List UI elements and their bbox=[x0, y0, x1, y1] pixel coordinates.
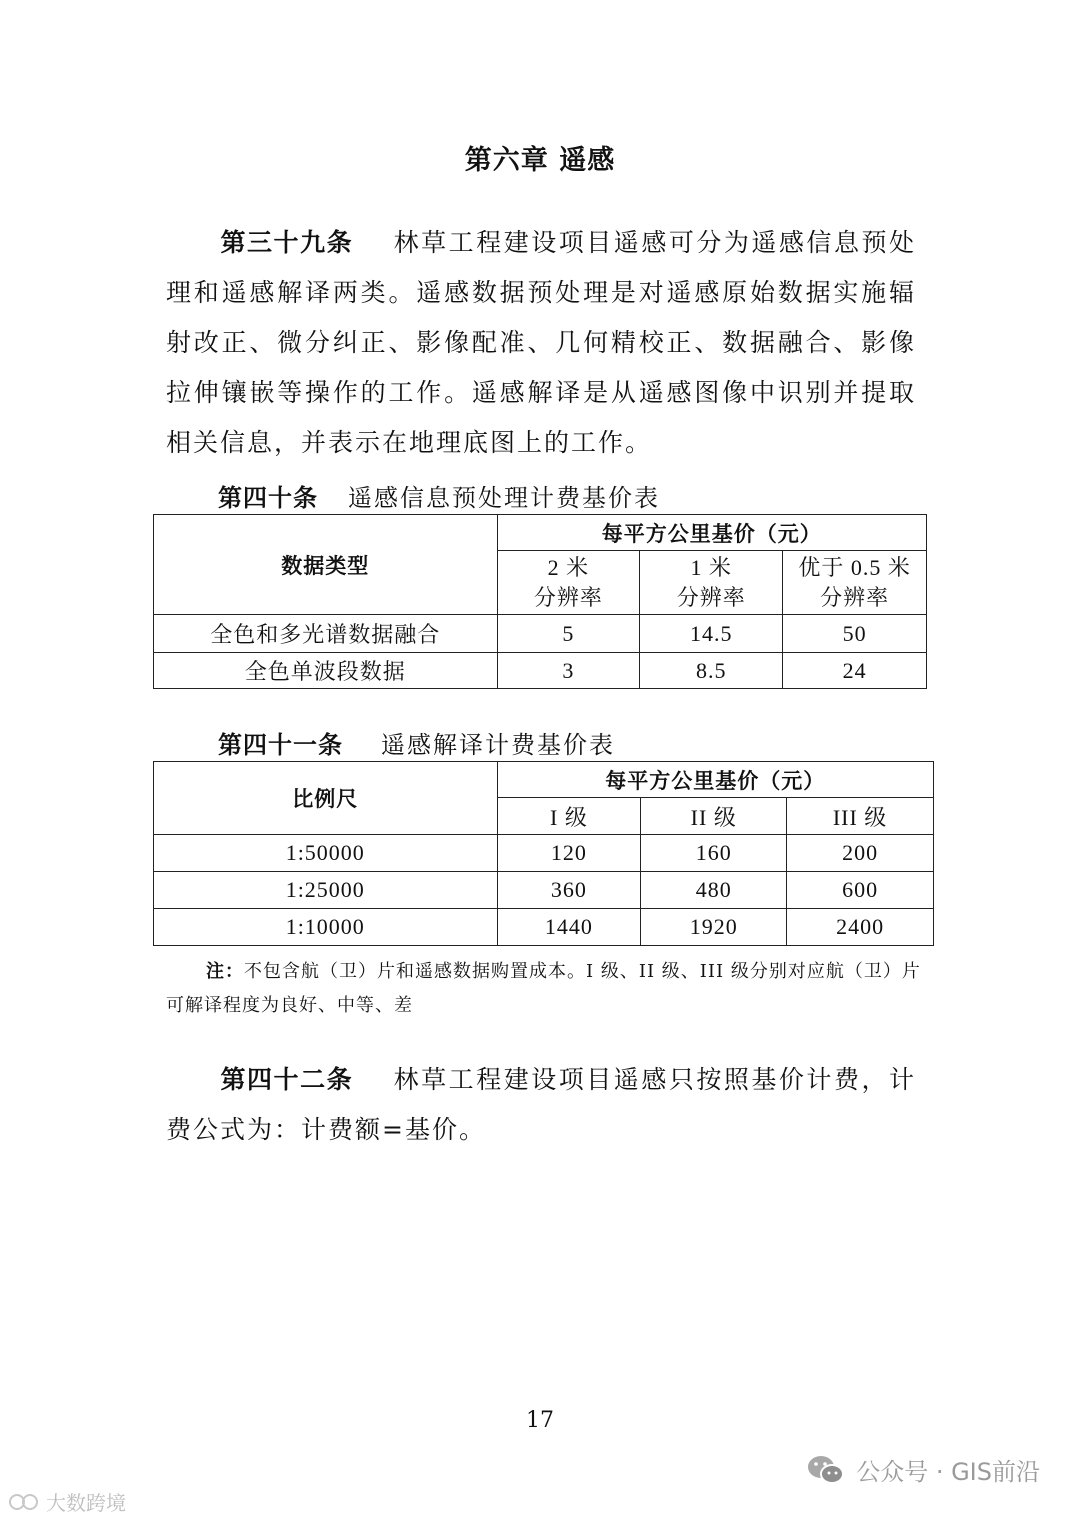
article-39-text: 林草工程建设项目遥感可分为遥感信息预处理和遥感解译两类。遥感数据预处理是对遥感原始数据实施辐射改正、微分纠正、影像配准、几何精校正、数据融合、影像拉伸镶嵌等操作的工作。遥感解译是从遥感图像中识别并提取相关信息，并表示在地理底图上的工作。 bbox=[166, 228, 916, 457]
table-row bbox=[154, 835, 934, 872]
table1-cell: 8.5 bbox=[640, 653, 783, 689]
article-41-caption bbox=[218, 725, 615, 760]
table2-cell: 200 bbox=[787, 835, 934, 872]
wechat-icon bbox=[806, 1453, 846, 1487]
page-number: 17 bbox=[526, 1408, 554, 1433]
article-42-label: 第四十二条 bbox=[220, 1065, 354, 1094]
table1-cell: 24 bbox=[783, 653, 927, 689]
article-40-caption-text: 遥感信息预处理计费基价表 bbox=[348, 484, 660, 512]
table2-subheader: I 级 bbox=[497, 798, 641, 835]
article-42-text: 林草工程建设项目遥感只按照基价计费，计费公式为：计费额=基价。 bbox=[166, 1065, 916, 1144]
table1-group-header: 每平方公里基价（元） bbox=[497, 515, 927, 551]
table1-cell-type: 全色和多光谱数据融合 bbox=[154, 615, 498, 653]
article-40-caption bbox=[218, 478, 660, 513]
table2-cell-scale: 1:50000 bbox=[154, 835, 498, 872]
table1-cell: 5 bbox=[497, 615, 640, 653]
table1-subheader: 2 米 分辨率 bbox=[497, 551, 640, 615]
table2-cell-scale: 1:25000 bbox=[154, 872, 498, 909]
watermark-left-text: 大数跨境 bbox=[46, 1491, 126, 1515]
table-row bbox=[154, 909, 934, 946]
article-42 bbox=[166, 1055, 916, 1155]
watermark-right bbox=[806, 1452, 1040, 1487]
table1-subheader: 优于 0.5 米 分辨率 bbox=[783, 551, 927, 615]
table2-cell: 600 bbox=[787, 872, 934, 909]
table1-cell-type: 全色单波段数据 bbox=[154, 653, 498, 689]
table2-cell: 1920 bbox=[641, 909, 787, 946]
watermark-logo-icon bbox=[8, 1492, 42, 1512]
chapter-title: 第六章 遥感 bbox=[464, 145, 616, 176]
table-row bbox=[154, 872, 934, 909]
interpretation-price-table bbox=[153, 761, 934, 946]
preprocessing-price-table bbox=[153, 514, 927, 689]
table1-cell: 14.5 bbox=[640, 615, 783, 653]
table2-cell-scale: 1:10000 bbox=[154, 909, 498, 946]
table-note bbox=[166, 955, 926, 1023]
table-row bbox=[154, 653, 927, 689]
article-39 bbox=[166, 218, 916, 468]
table2-subheader: II 级 bbox=[641, 798, 787, 835]
article-40-label: 第四十条 bbox=[218, 484, 318, 512]
table2-cell: 120 bbox=[497, 835, 641, 872]
table2-subheader: III 级 bbox=[787, 798, 934, 835]
watermark-right-text: 公众号 · GIS前沿 bbox=[856, 1458, 1040, 1486]
table1-cell: 3 bbox=[497, 653, 640, 689]
table2-col-header: 比例尺 bbox=[154, 762, 498, 835]
article-41-label: 第四十一条 bbox=[218, 731, 343, 759]
watermark-left bbox=[8, 1487, 126, 1516]
table2-cell: 160 bbox=[641, 835, 787, 872]
table2-cell: 480 bbox=[641, 872, 787, 909]
table2-cell: 360 bbox=[497, 872, 641, 909]
article-41-caption-text: 遥感解译计费基价表 bbox=[381, 731, 615, 759]
article-39-label: 第三十九条 bbox=[220, 228, 354, 257]
table-row bbox=[154, 615, 927, 653]
table2-cell: 2400 bbox=[787, 909, 934, 946]
table1-cell: 50 bbox=[783, 615, 927, 653]
table2-group-header: 每平方公里基价（元） bbox=[497, 762, 933, 798]
table1-col-header: 数据类型 bbox=[154, 515, 498, 615]
note-label: 注： bbox=[206, 961, 244, 982]
table2-cell: 1440 bbox=[497, 909, 641, 946]
table1-subheader: 1 米 分辨率 bbox=[640, 551, 783, 615]
note-text: 不包含航（卫）片和遥感数据购置成本。I 级、II 级、III 级分别对应航（卫）片可解译程度为良好、中等、差 bbox=[166, 961, 921, 1016]
